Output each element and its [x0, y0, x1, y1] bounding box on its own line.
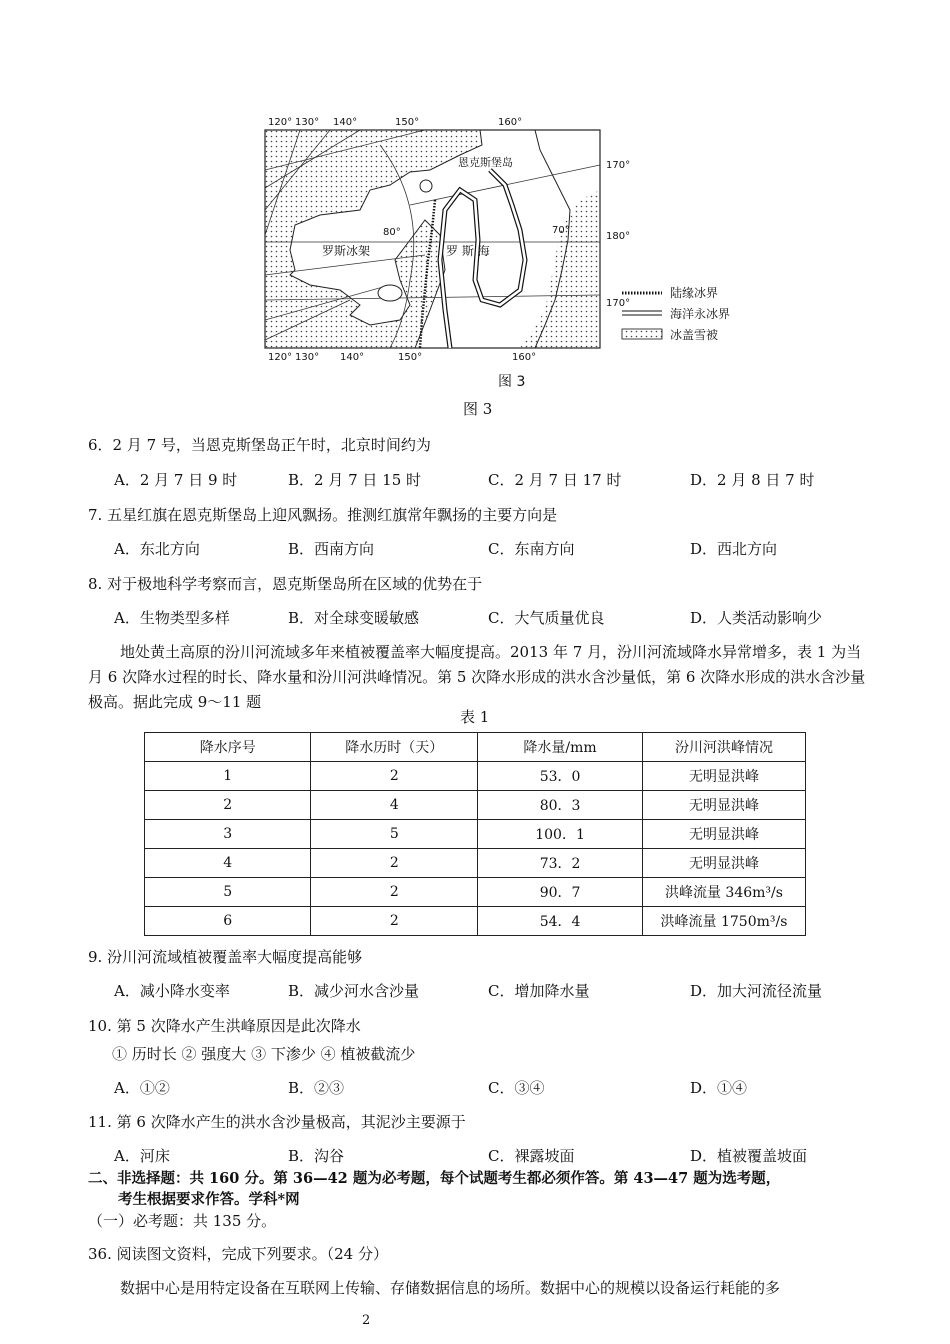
table-cell: 90．7: [478, 878, 643, 907]
section2-heading-cont: 考生根据要求作答。学科*网: [118, 1191, 300, 1208]
q6-option-a[interactable]: A．2 月 7 日 9 时: [114, 471, 238, 489]
bottom-lon-label: 150°: [398, 352, 423, 363]
section2-sub: （一）必考题：共 135 分。: [88, 1212, 277, 1230]
q7-option-d[interactable]: D．西北方向: [690, 540, 778, 558]
table-cell: 洪峰流量 346m³/s: [642, 878, 805, 907]
table-cell: 无明显洪峰: [642, 820, 805, 849]
q8-option-c[interactable]: C．大气质量优良: [488, 609, 605, 627]
svg-text:冰盖雪被: 冰盖雪被: [670, 328, 719, 342]
top-lon-label: 130°: [295, 117, 320, 128]
q6-option-b[interactable]: B．2 月 7 日 15 时: [288, 471, 422, 489]
svg-text:海洋永冰界: 海洋永冰界: [670, 307, 731, 321]
table-cell: 53．0: [478, 762, 643, 791]
ross-sea-map: [250, 110, 780, 395]
q9-stem: 9. 汾川河流域植被覆盖率大幅度提高能够: [88, 948, 363, 966]
q8-option-a[interactable]: A．生物类型多样: [114, 609, 230, 627]
top-lon-label: 120°: [268, 117, 293, 128]
table-cell: 4: [311, 791, 478, 820]
table-cell: 54．4: [478, 907, 643, 936]
q8-stem: 8. 对于极地科学考察而言，恩克斯堡岛所在区域的优势在于: [88, 575, 483, 593]
q11-option-c[interactable]: C．裸露坡面: [488, 1147, 575, 1165]
table-cell: 5: [311, 820, 478, 849]
q10-option-a[interactable]: A．①②: [114, 1079, 170, 1097]
q7-option-a[interactable]: A．东北方向: [114, 540, 200, 558]
table-row: [145, 907, 806, 936]
q10-option-d[interactable]: D．①④: [690, 1079, 748, 1097]
right-lon-label: 170°: [606, 160, 631, 171]
q9-option-a[interactable]: A．减小降水变率: [114, 982, 230, 1000]
table-cell: 无明显洪峰: [642, 762, 805, 791]
top-lon-label: 140°: [333, 117, 358, 128]
table-header-row: [145, 733, 806, 762]
section2-heading: 二、非选择题：共 160 分。第 36—42 题为必考题，每个试题考生都必须作答。第 43—47 题为选考题，: [88, 1170, 781, 1187]
q8-option-b[interactable]: B．对全球变暖敏感: [288, 609, 420, 627]
table-row: [145, 791, 806, 820]
q10-option-b[interactable]: B．②③: [288, 1079, 345, 1097]
island-label: 恩克斯堡岛: [458, 156, 513, 169]
map-figure: [250, 110, 780, 395]
table-cell: 80．3: [478, 791, 643, 820]
table-row: [145, 878, 806, 907]
table-cell: 3: [145, 820, 311, 849]
shelf-label: 罗斯冰架: [322, 244, 371, 258]
table-cell: 4: [145, 849, 311, 878]
table-cell: 2: [311, 878, 478, 907]
map-inner-caption: 图 3: [498, 374, 526, 390]
top-lon-label: 160°: [498, 117, 523, 128]
lat-label: 80°: [383, 227, 401, 238]
table-cell: 2: [145, 791, 311, 820]
q11-option-b[interactable]: B．沟谷: [288, 1147, 345, 1165]
q10-choices: ① 历时长 ② 强度大 ③ 下渗少 ④ 植被截流少: [112, 1045, 416, 1063]
table-cell: 洪峰流量 1750m³/s: [642, 907, 805, 936]
right-lon-label: 180°: [606, 231, 631, 242]
map-legend: [622, 285, 730, 342]
q7-stem: 7. 五星红旗在恩克斯堡岛上迎风飘扬。推测红旗常年飘扬的主要方向是: [88, 506, 558, 524]
table-cell: 100．1: [478, 820, 643, 849]
table-row: [145, 849, 806, 878]
top-lon-label: 150°: [395, 117, 420, 128]
table-cell: 2: [311, 907, 478, 936]
svg-text:陆缘冰界: 陆缘冰界: [670, 286, 719, 300]
table-cell: 无明显洪峰: [642, 791, 805, 820]
bottom-lon-label: 120°: [268, 352, 293, 363]
rainfall-table: [144, 732, 806, 936]
table-cell: 6: [145, 907, 311, 936]
q36-text: 数据中心是用特定设备在互联网上传输、存储数据信息的场所。数据中心的规模以设备运行耗能的多: [120, 1279, 781, 1297]
sea-label: 罗 斯 海: [446, 244, 490, 258]
table-header: 降水量/mm: [478, 733, 643, 762]
page-number: 2: [362, 1313, 371, 1328]
q7-option-b[interactable]: B．西南方向: [288, 540, 375, 558]
q36-stem: 36. 阅读图文资料，完成下列要求。（24 分）: [88, 1245, 388, 1263]
figure-caption: 图 3: [463, 400, 493, 418]
table-cell: 1: [145, 762, 311, 791]
q9-option-b[interactable]: B．减少河水含沙量: [288, 982, 420, 1000]
q10-stem: 10. 第 5 次降水产生洪峰原因是此次降水: [88, 1017, 361, 1035]
table-cell: 73．2: [478, 849, 643, 878]
q7-option-c[interactable]: C．东南方向: [488, 540, 575, 558]
q11-stem: 11. 第 6 次降水产生的洪水含沙量极高，其泥沙主要源于: [88, 1113, 466, 1131]
bottom-lon-label: 130°: [295, 352, 320, 363]
table-cell: 2: [311, 762, 478, 791]
bottom-lon-label: 160°: [512, 352, 537, 363]
q6-stem: 6．2 月 7 号，当恩克斯堡岛正午时，北京时间约为: [88, 436, 431, 454]
q10-option-c[interactable]: C．③④: [488, 1079, 545, 1097]
table-caption: 表 1: [460, 708, 490, 726]
table-header: 降水历时（天）: [311, 733, 478, 762]
table-cell: 无明显洪峰: [642, 849, 805, 878]
q11-option-d[interactable]: D．植被覆盖坡面: [690, 1147, 808, 1165]
table-header: 汾川河洪峰情况: [642, 733, 805, 762]
q11-option-a[interactable]: A．河床: [114, 1147, 170, 1165]
table-cell: 5: [145, 878, 311, 907]
passage-text: 地处黄土高原的汾川河流域多年来植被覆盖率大幅度提高。2013 年 7 月，汾川河流域降水异常增多，表 1 为当月 6 次降水过程的时长、降水量和汾川河洪峰情况。第 5 次降水形成的洪水含沙量低，第 6 次降水形成的洪水含沙量极高。据此完成 9～11 题: [88, 643, 866, 711]
q8-option-d[interactable]: D．人类活动影响少: [690, 609, 823, 627]
lat-label: 70°: [552, 225, 570, 236]
table-row: [145, 820, 806, 849]
q6-option-c[interactable]: C．2 月 7 日 17 时: [488, 471, 622, 489]
q9-option-c[interactable]: C．增加降水量: [488, 982, 590, 1000]
table-cell: 2: [311, 849, 478, 878]
q9-option-d[interactable]: D．加大河流径流量: [690, 982, 823, 1000]
table-row: [145, 762, 806, 791]
bottom-lon-label: 140°: [340, 352, 365, 363]
q6-option-d[interactable]: D．2 月 8 日 7 时: [690, 471, 815, 489]
right-lon-label: 170°: [606, 298, 631, 309]
table-header: 降水序号: [145, 733, 311, 762]
